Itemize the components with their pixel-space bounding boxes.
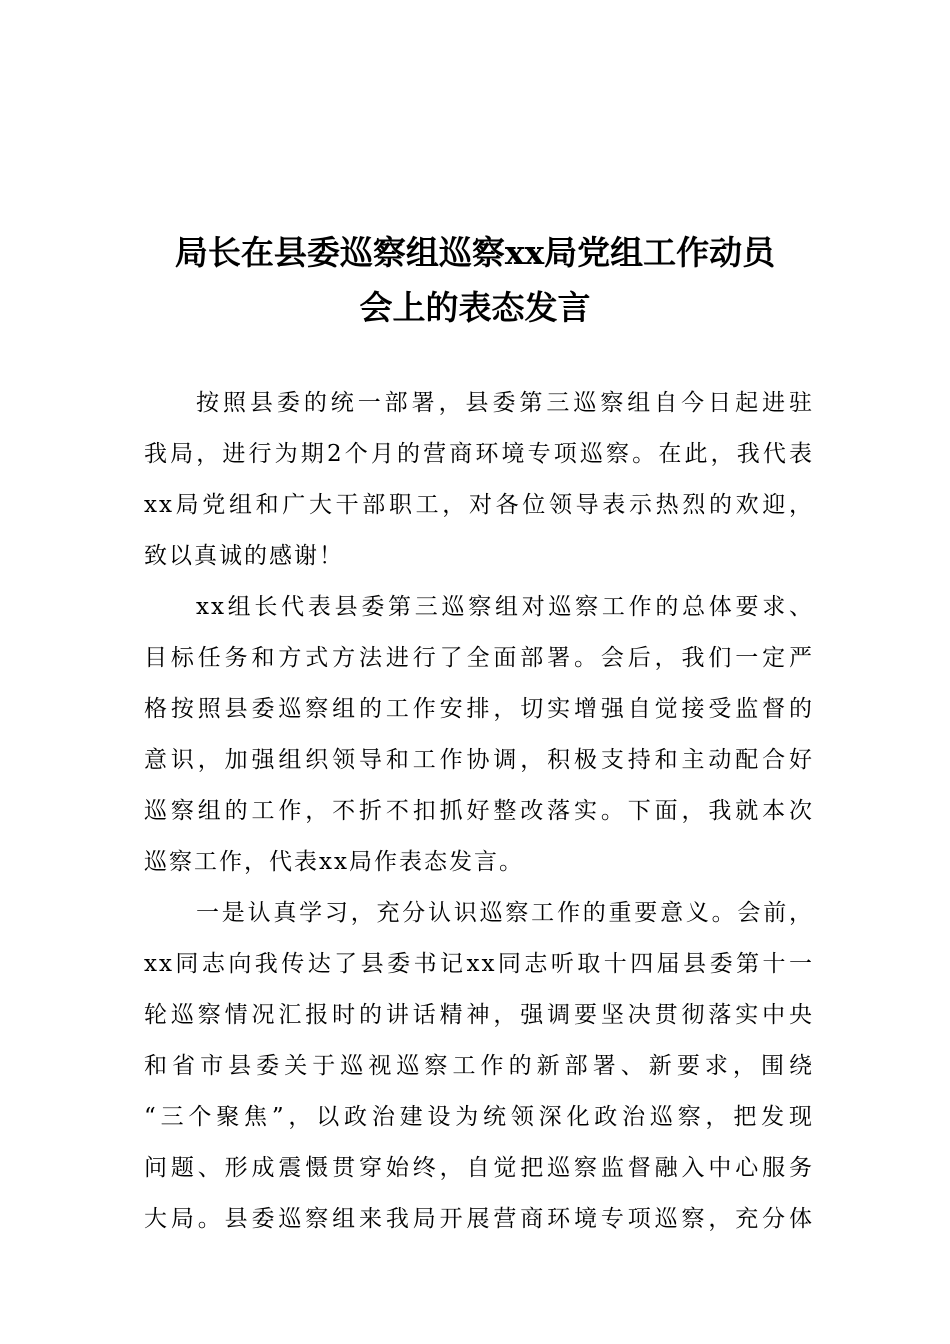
paragraph-line: 意识，加强组织领导和工作协调，积极支持和主动配合好 (144, 747, 814, 773)
paragraph (144, 582, 814, 888)
paragraph (144, 888, 814, 1245)
paragraph-line: 巡察工作，代表xx局作表态发言。 (144, 849, 524, 875)
document-title (0, 225, 950, 335)
paragraph-line: 我局，进行为期2个月的营商环境专项巡察。在此，我代表 (144, 441, 814, 467)
paragraph-line: 巡察组的工作，不折不扣抓好整改落实。下面，我就本次 (144, 798, 814, 824)
paragraph-line: 致以真诚的感谢！ (144, 543, 344, 569)
paragraph-line: 大局。县委巡察组来我局开展营商环境专项巡察，充分体 (144, 1206, 814, 1232)
paragraph-line: 一是认真学习，充分认识巡察工作的重要意义。会前， (196, 900, 814, 926)
title-line: 局长在县委巡察组巡察xx局党组工作动员 (174, 233, 776, 272)
paragraph-line: xx局党组和广大干部职工，对各位领导表示热烈的欢迎， (144, 492, 814, 518)
paragraph-line: xx同志向我传达了县委书记xx同志听取十四届县委第十一 (144, 951, 814, 977)
paragraph-line: 按照县委的统一部署，县委第三巡察组自今日起进驻 (196, 390, 814, 416)
paragraph-line: 格按照县委巡察组的工作安排，切实增强自觉接受监督的 (144, 696, 814, 722)
title-line: 会上的表态发言 (359, 288, 591, 327)
paragraph-line: 目标任务和方式方法进行了全面部署。会后，我们一定严 (144, 645, 814, 671)
paragraph-line: 和省市县委关于巡视巡察工作的新部署、新要求，围绕 (144, 1053, 814, 1079)
paragraph-line: “三个聚焦”，以政治建设为统领深化政治巡察，把发现 (144, 1104, 814, 1130)
paragraph-line: xx组长代表县委第三巡察组对巡察工作的总体要求、 (196, 594, 814, 620)
paragraph-line: 轮巡察情况汇报时的讲话精神，强调要坚决贯彻落实中央 (144, 1002, 814, 1028)
paragraph-line: 问题、形成震慑贯穿始终，自觉把巡察监督融入中心服务 (144, 1155, 814, 1181)
document-body (144, 378, 814, 1245)
paragraph (144, 378, 814, 582)
